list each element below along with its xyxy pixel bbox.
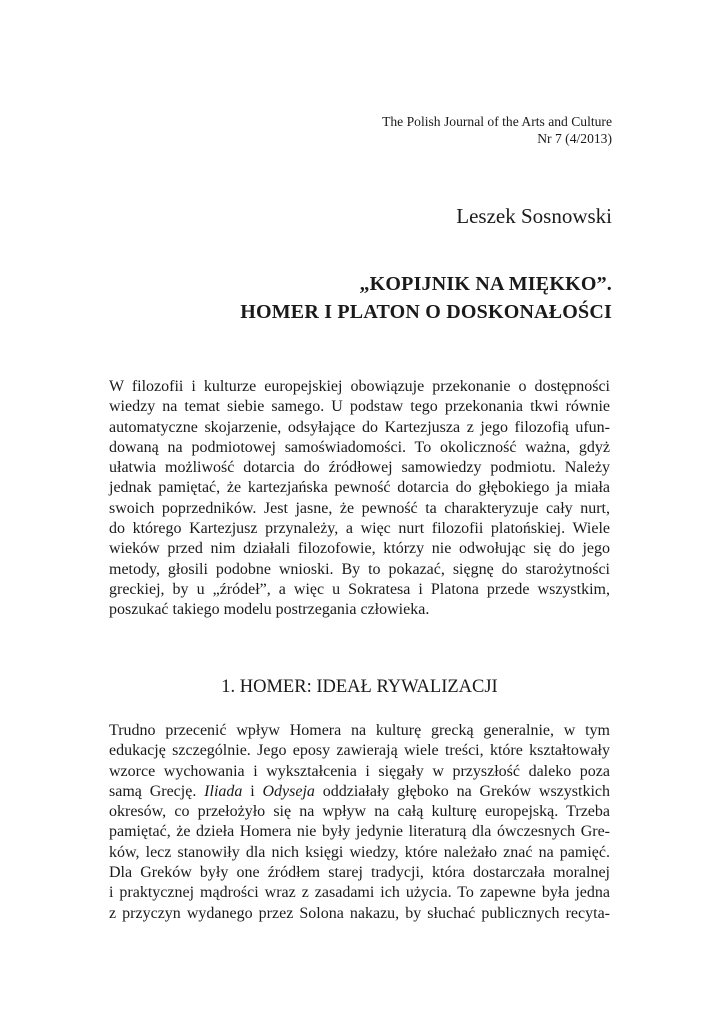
book-title-odyssey: Odyseja [262, 782, 315, 800]
text-line [109, 782, 610, 802]
journal-name: The Polish Journal of the Arts and Culture [382, 114, 612, 129]
text-line: z przyczyn wydanego przez Solona nakazu, by słuchać publicznych recyta- [109, 904, 610, 922]
text-line: dowaną na podmiotowej samoświadomości. To okoliczność ważna, gdyż [109, 438, 610, 456]
text-line: Dla Greków były one źródłem starej tradycji, która dostarczała moralnej [109, 864, 610, 882]
article-title [240, 270, 612, 326]
running-header [382, 113, 612, 147]
text-line: greckiej, by u „źródeł”, a więc u Sokratesa i Platona przede wszystkim, [109, 580, 610, 598]
text-line: ków, lecz stanowiły dla nich księgi wiedzy, które należało znać na pamięć. [109, 843, 610, 861]
author-name: Leszek Sosnowski [456, 204, 612, 228]
section-heading: 1. HOMER: IDEAŁ RYWALIZACJI [221, 677, 498, 697]
text-line: swoich poprzedników. Jest jasne, że pewność ta charakteryzuje cały nurt, [109, 499, 610, 517]
abstract-paragraph [109, 377, 610, 621]
text-line: automatyczne skojarzenie, odsyłające do Kartezjusza z jego filozofią ufun- [109, 418, 610, 436]
text-line: W filozofii i kulturze europejskiej obowiązuje przekonanie o dostępności [109, 378, 610, 395]
text-line: poszukać takiego modelu postrzegania człowieka. [109, 601, 430, 619]
text-line: wzorce wychowania i wykształcenia i sięgały w przyszłość daleko poza [109, 762, 610, 780]
text-line: i praktycznej mądrości wraz z zasadami ich użycia. To zapewne była jedna [109, 884, 610, 902]
text-line: wieków przed nim działali filozofowie, którzy nie odwołując się do jego [109, 540, 610, 558]
text-line: Trudno przecenić wpływ Homera na kulturę grecką generalnie, w tym [109, 722, 610, 739]
text-run: oddziałały głęboko na Greków wszystkich [314, 782, 610, 800]
issue-number: Nr 7 (4/2013) [537, 131, 612, 146]
text-line: jednak pamiętać, że kartezjańska pewność dotarcia do głębokiego ja miała [109, 479, 610, 497]
text-line: pamiętać, że dzieła Homera nie były jedynie literaturą dla ówczesnych Gre- [109, 823, 610, 841]
body-paragraph [109, 721, 610, 924]
text-line: ułatwia możliwość dotarcia do źródłowej samowiedzy podmiotu. Należy [109, 459, 610, 477]
text-line: do którego Kartezjusz przynależy, a więc nurt filozofii platońskiej. Wiele [109, 520, 610, 538]
text-run: i [242, 782, 263, 800]
text-line: edukację szczególnie. Jego eposy zawierają wiele treści, które kształtowały [109, 742, 610, 760]
text-line: metody, głosili podobne wnioski. By to pokazać, sięgnę do starożytności [109, 560, 610, 578]
text-line: wiedzy na temat siebie samego. U podstaw tego przekonania tkwi równie [109, 398, 610, 416]
book-title-iliad: Iliada [204, 782, 243, 800]
text-run: samą Grecję. [109, 782, 205, 800]
text-line: okresów, co przełożyło się na wpływ na całą kulturę europejską. Trzeba [109, 803, 610, 821]
title-line-1: „KOPIJNIK NA MIĘKKO”. [359, 273, 612, 295]
title-line-2: HOMER I PLATON O DOSKONAŁOŚCI [240, 301, 612, 323]
